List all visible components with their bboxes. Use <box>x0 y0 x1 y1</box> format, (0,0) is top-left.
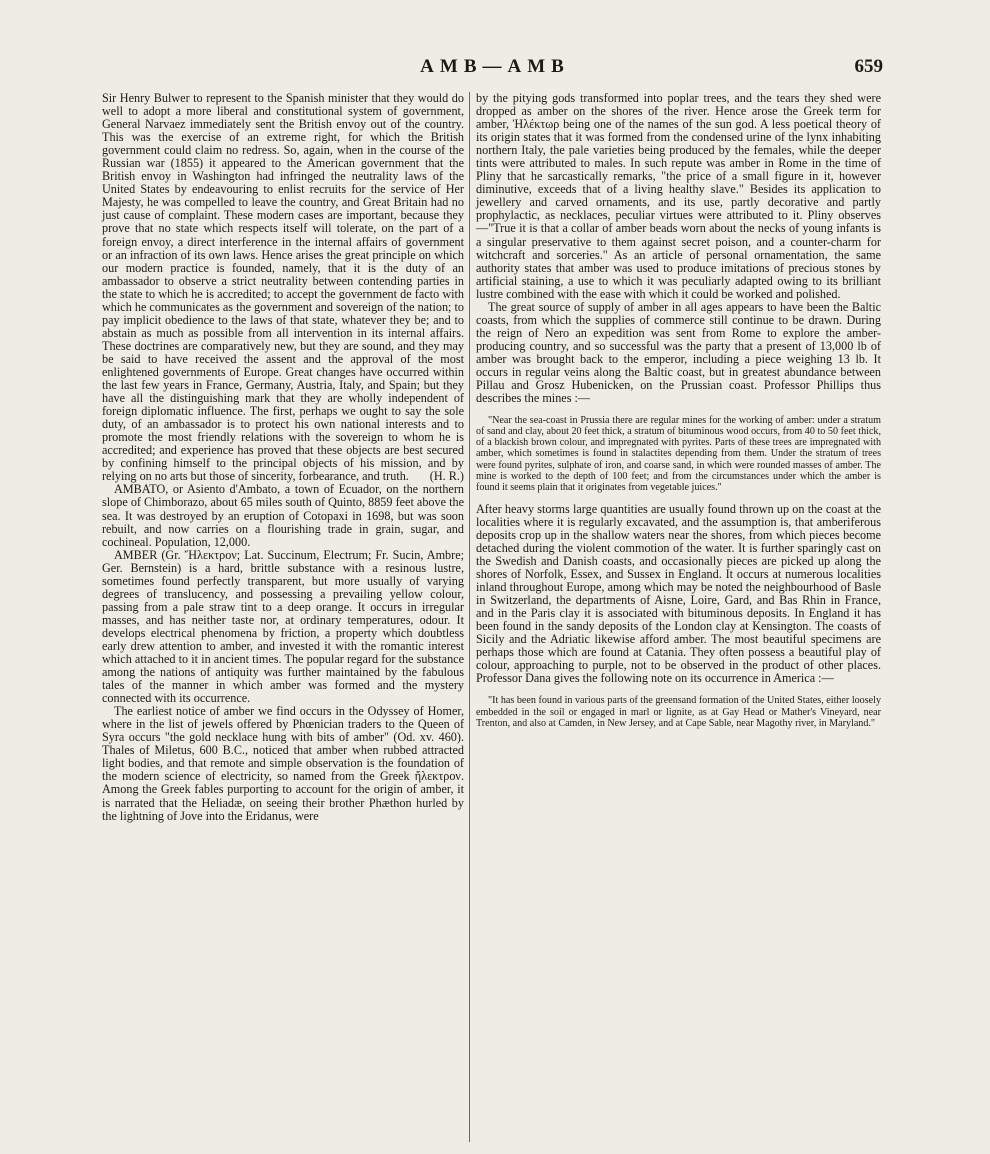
paragraph-occurrence: After heavy storms large quantities are usually found thrown up on the coast at the localities where it is regularly excavated, and the assumption is, that amberiferous deposits crop up in the shallow waters near the shores, from which pieces become detached during the violent commotion of the water. It is further sparingly cast on the Swedish and Danish coasts, and occasionally pieces are picked up along the shores of Norfolk, Essex, and Sussex in England. It occurs at numerous localities inland throughout Europe, among which may be noted the neighbourhood of Basle in Switzerland, the departments of Aisne, Loire, Gard, and Bas Rhin in France, and in the Paris clay it is associated with bituminous deposits. In England it has been found in the sandy deposits of the London clay at Kensington. The coasts of Sicily and the Adriatic likewise afford amber. The most beautiful specimens are perhaps those which are found at Catania. They often possess a beautiful play of colour, approaching to purple, not to be observed in the product of other places. Professor Dana gives the following note on its occurrence in America :— <box>476 501 881 686</box>
quote-dana: "It has been found in various parts of the greensand formation of the United States, either loosely embedded in the soil or engaged in marl or lignite, as at Gay Head or Mather's Vineyard, near Trenton, and also at Camden, in New Jersey, and at Cape Sable, near Magothy river, in Maryland." <box>476 695 881 729</box>
paragraph-diplomacy-text: Sir Henry Bulwer to represent to the Spanish minister that they would do well to adopt a more liberal and constitutional system of government, General Narvaez immediately sent the British envoy out of the country. This was the exercise of an extreme right, for which the British government could claim no redress. So, again, when in the course of the Russian war (1855) it appeared to the American government that the British envoy in Washington had infringed the neutrality laws of the United States by endeavouring to enlist recruits for the service of Her Majesty, he was compelled to leave the country, and Great Britain had no just cause of complaint. These modern cases are important, because they prove that no state which respects itself will tolerate, on the part of a foreign envoy, a direct interference in the internal affairs of government or an infraction of its own laws. Hence arises the great principle on which our modern practice is founded, namely, that it is the duty of an ambassador to observe a strict neutrality between contending parties in the state to which he is accredited; to accept the government de facto with which he communicates as the government and sovereign of the nation; to pay implicit obedience to the laws of that state, whatever they be; and to abstain as much as possible from all intervention in its internal affairs. These doctrines are comparatively new, but they are sound, and they may be said to have received the assent and the approval of the most enlightened governments of Europe. Great changes have occurred within the last few years in France, Germany, Austria, Italy, and Spain; but they have all the distinguishing mark that they are wholly independent of foreign diplomatic influence. The first, perhaps we ought to say the sole duty, of an ambassador is to protect his own national interests and to promote the most friendly relations with the sovereign to whom he is accredited; and experience has proved that these objects are best secured by confining himself to the principal objects of his mission, and by relying on no arts but those of sincerity, forbearance, and truth. <box>102 91 464 484</box>
paragraph-earliest-notice: The earliest notice of amber we find occurs in the Odyssey of Homer, where in the list of jewels offered by Phœnician traders to the Queen of Syra occurs "the gold necklace hung with bits of amber" (Od. xv. 460). Thales of Miletus, 600 B.C., noticed that amber when rubbed attracted light bodies, and that remote and simple observation is the foundation of the modern science of electricity, so named from the Greek ἤλεκτρον. Among the Greek fables purporting to account for the origin of amber, it is narrated that the Heliadæ, on seeing their brother Phæthon hurled by the lightning of Jove into the Eridanus, were <box>102 704 464 823</box>
entry-ambato: AMBATO, or Asiento d'Ambato, a town of Ecuador, on the northern slope of Chimborazo, about 65 miles south of Quinto, 8859 feet above the sea. It was destroyed by an eruption of Cotopaxi in 1698, but was soon rebuilt, and now carries on a flourishing trade in grain, sugar, and cochineal. Population, 12,000. <box>102 482 464 549</box>
author-signature: (H. R.) <box>429 469 464 484</box>
paragraph-origin-myths: by the pitying gods transformed into poplar trees, and the tears they shed were dropped as amber on the shores of the river. Hence arose the Greek term for amber, Ἠλέκτωρ being one of the names of the sun god. A less poetical theory of its origin states that it was formed from the condensed urine of the lynx inhabiting northern Italy, the pale varieties being produced by the females, while the deeper tints were attributed to males. In such repute was amber in Rome in the time of Pliny that he sarcastically remarks, "the price of a small figure in it, however diminutive, exceeds that of a living healthy slave." Besides its application to jewellery and carved ornaments, and its use, partly decorative and partly prophylactic, as necklaces, peculiar virtues were attributed to it. Pliny observes—"True it is that a collar of amber beads worn about the necks of young infants is a singular preservative to them against secret poison, and a counter-charm for witchcraft and sorceries." As an article of personal ornamentation, the same authority states that amber was used to produce imitations of precious stones by artificial staining, a use to which it was peculiarly adapted owing to its brilliant lustre combined with the ease with which it could be worked and polished. <box>476 91 881 301</box>
page-number: 659 <box>854 56 883 77</box>
right-column <box>476 92 881 739</box>
paragraph-diplomacy <box>102 92 464 483</box>
left-column <box>102 92 464 823</box>
column-divider <box>469 92 470 1142</box>
quote-phillips: "Near the sea-coast in Prussia there are regular mines for the working of amber: under a stratum of sand and clay, about 20 feet thick, a stratum of bituminous wood occurs, from 40 to 50 feet thick, of a blackish brown colour, and impregnated with pyrites. Parts of these trees are impregnated with amber, which sometimes is found in stalactites depending from them. Under the stratum of trees were found pyrites, sulphate of iron, and coarse sand, in which were rounded masses of amber. The mine is worked to the depth of 100 feet; and from the circumstances under which the amber is found it seems plain that it originates from vegetable juices." <box>476 415 881 493</box>
entry-amber: AMBER (Gr. Ἤλεκτρον; Lat. Succinum, Electrum; Fr. Sucin, Ambre; Ger. Bernstein) is a hard, brittle substance with a resinous lustre, sometimes found perfectly transparent, but more usually of varying degrees of translucency, and possessing a prevailing yellow colour, passing from a pale straw tint to a deep orange. It occurs in irregular masses, and has neither taste nor, at ordinary temperatures, odour. It develops electrical phenomena by friction, a property which doubtless early drew attention to amber, and invested it with the romantic interest which attached to it in ancient times. The popular regard for the substance among the nations of antiquity was further maintained by the fabulous tales of the manner in which amber was formed and the mystery connected with its occurrence. <box>102 547 464 706</box>
running-head <box>0 52 990 82</box>
paragraph-baltic-supply: The great source of supply of amber in all ages appears to have been the Baltic coasts, from which the supplies of commerce still continue to be drawn. During the reign of Nero an expedition was sent from Rome to explore the amber-producing country, and so successful was the party that a present of 13,000 lb of amber was brought back to the emperor, including a piece weighing 13 lb. It occurs in regular veins along the Baltic coast, but in greatest abundance between Pillau and Grosz Hubenicken, on the Prussian coast. Professor Phillips thus describes the mines :— <box>476 299 881 406</box>
running-head-title: AMB—AMB <box>420 56 570 77</box>
